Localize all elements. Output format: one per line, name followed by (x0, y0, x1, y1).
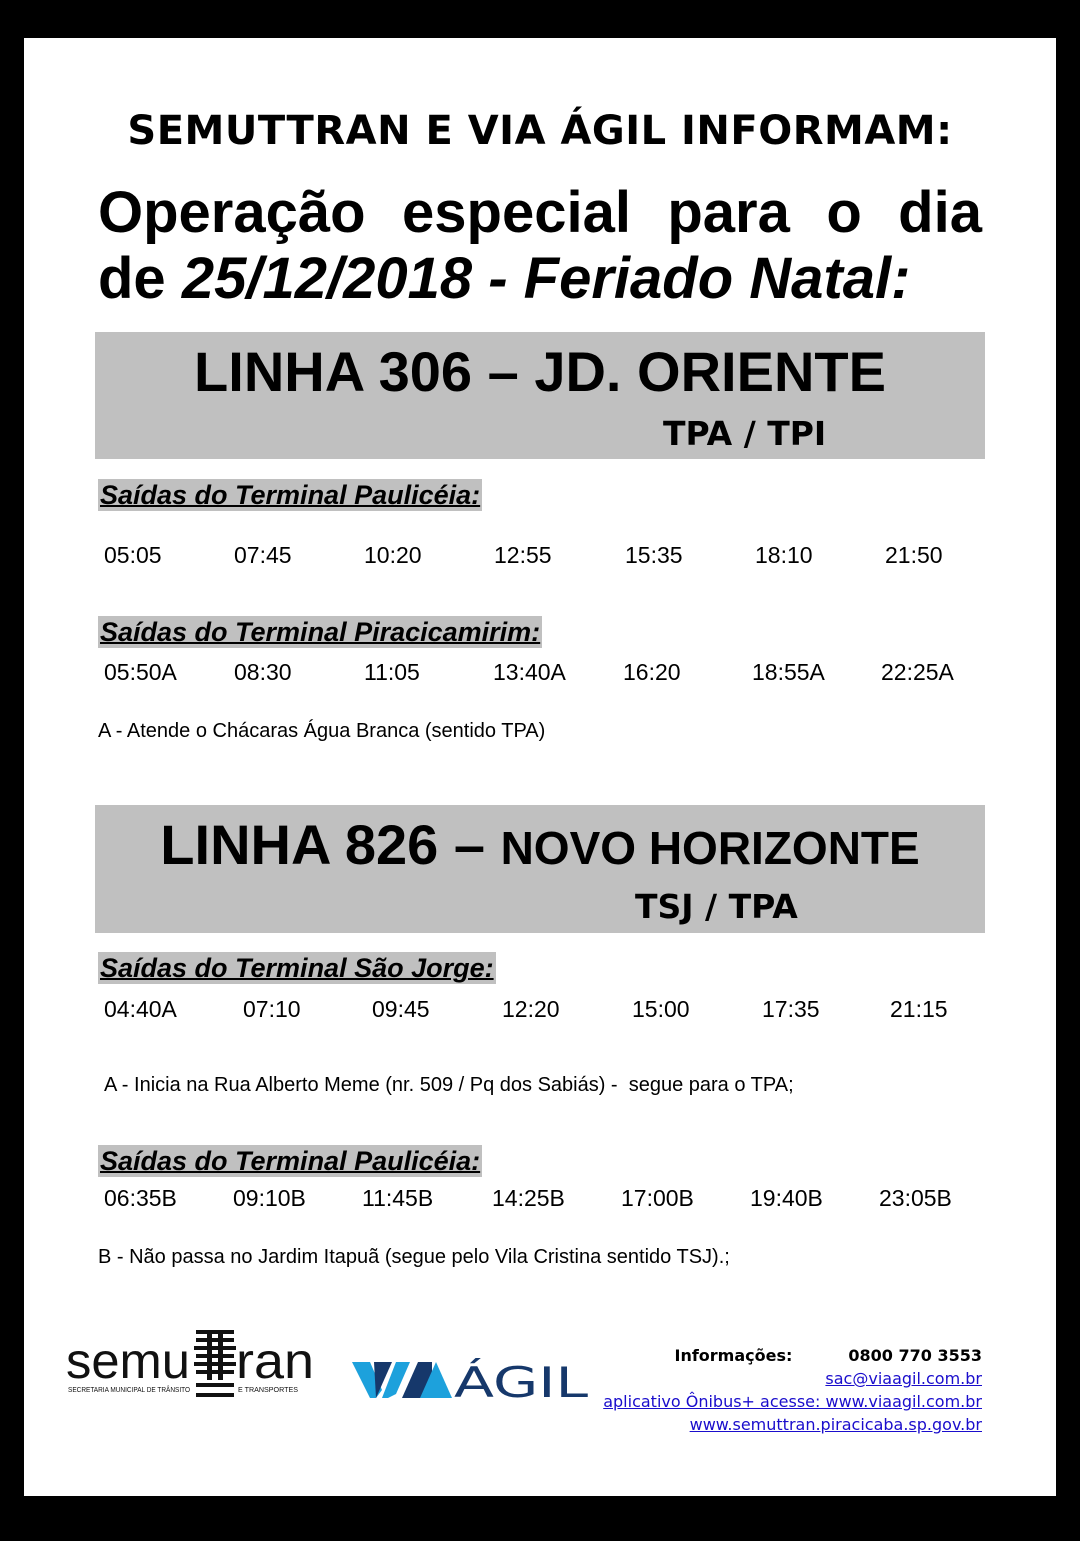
departure-time: 11:05 (364, 659, 420, 685)
section-heading: Saídas do Terminal Piracicamirim: (100, 617, 541, 647)
departure-time: 19:40B (750, 1185, 823, 1211)
announcer-heading: SEMUTTRAN E VIA ÁGIL INFORMAM: (127, 108, 953, 154)
title-word: o (826, 180, 862, 245)
viaagil-logo (352, 1356, 592, 1402)
times-row (104, 1184, 1004, 1214)
title-prefix: de (98, 246, 182, 311)
svg-text:ran: ran (236, 1333, 314, 1389)
app-link[interactable]: aplicativo Ônibus+ acesse: www.viaagil.com.br (603, 1392, 982, 1411)
departure-time: 06:35B (104, 1185, 177, 1211)
departure-time: 21:50 (885, 542, 943, 568)
footnote: A - Atende o Chácaras Água Branca (sentido TPA) (98, 720, 546, 742)
times-row (104, 658, 1004, 688)
phone-number: 0800 770 3553 (848, 1346, 982, 1365)
title-word: para (667, 180, 790, 245)
footnote: B - Não passa no Jardim Itapuã (segue pelo Vila Cristina sentido TSJ).; (98, 1246, 730, 1268)
departure-time: 10:20 (364, 542, 422, 568)
title-word: Operação (98, 180, 366, 245)
semuttran-site-link[interactable]: www.semuttran.piracicaba.sp.gov.br (689, 1415, 982, 1434)
line-306-route: TPA / TPI (663, 414, 827, 453)
svg-text:E TRANSPORTES: E TRANSPORTES (238, 1387, 299, 1394)
departure-time: 05:05 (104, 542, 162, 568)
svg-text:semu: semu (66, 1333, 190, 1389)
departure-time: 09:10B (233, 1185, 306, 1211)
line-name: NOVO HORIZONTE (500, 822, 920, 874)
svg-text:SECRETARIA MUNICIPAL DE TRÂNSI: SECRETARIA MUNICIPAL DE TRÂNSITO (68, 1387, 200, 1394)
line-name: JD. ORIENTE (534, 340, 886, 403)
departure-time: 17:00B (621, 1185, 694, 1211)
departure-time: 17:35 (762, 996, 820, 1022)
departure-time: 09:45 (372, 996, 430, 1022)
departure-time: 18:55A (752, 659, 825, 685)
departure-time: 05:50A (104, 659, 177, 685)
line-826-route: TSJ / TPA (635, 887, 798, 926)
title-word: especial (402, 180, 631, 245)
contact-info (603, 1344, 982, 1436)
departure-time: 22:25A (881, 659, 954, 685)
title-word: dia (898, 180, 982, 245)
departure-time: 12:20 (502, 996, 560, 1022)
footnote: A - Inicia na Rua Alberto Meme (nr. 509 / Pq dos Sabiás) - segue para o TPA; (104, 1074, 794, 1096)
departure-time: 15:00 (632, 996, 690, 1022)
times-row (104, 995, 1004, 1025)
line-306-title (95, 340, 985, 404)
departure-time: 04:40A (104, 996, 177, 1022)
departure-time: 13:40A (493, 659, 566, 685)
line-number: LINHA 306 – (194, 340, 519, 403)
section-heading: Saídas do Terminal Paulicéia: (100, 480, 481, 510)
line-826-title (95, 813, 985, 880)
page-title (98, 180, 982, 312)
title-date: 25/12/2018 - Feriado Natal: (181, 246, 911, 311)
section-heading: Saídas do Terminal São Jorge: (100, 953, 494, 983)
info-label: Informações: (674, 1346, 793, 1365)
departure-time: 11:45B (362, 1185, 434, 1211)
departure-time: 07:10 (243, 996, 301, 1022)
departure-time: 12:55 (494, 542, 552, 568)
departure-time: 15:35 (625, 542, 683, 568)
departure-time: 08:30 (234, 659, 292, 685)
line-306-banner (95, 332, 985, 459)
departure-time: 21:15 (890, 996, 948, 1022)
departure-time: 07:45 (234, 542, 292, 568)
line-826-banner (95, 805, 985, 933)
semuttran-logo (66, 1328, 316, 1400)
departure-time: 23:05B (879, 1185, 952, 1211)
departure-time: 14:25B (492, 1185, 565, 1211)
departure-time: 18:10 (755, 542, 813, 568)
svg-text:ÁGIL: ÁGIL (454, 1358, 551, 1402)
line-number: LINHA 826 – (160, 813, 486, 876)
departure-time: 16:20 (623, 659, 681, 685)
times-row (104, 541, 1004, 571)
email-link[interactable]: sac@viaagil.com.br (825, 1369, 982, 1388)
section-heading: Saídas do Terminal Paulicéia: (100, 1146, 481, 1176)
